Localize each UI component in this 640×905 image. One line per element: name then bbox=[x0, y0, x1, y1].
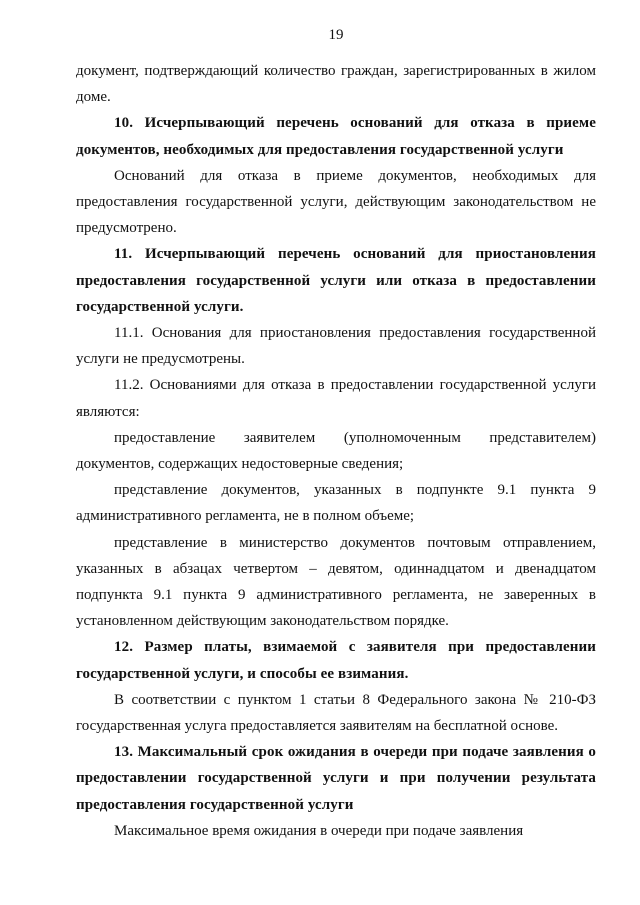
list-item: предоставление заявителем (уполномоченным представителем) документов, содержащих недостоверные сведения; bbox=[76, 429, 596, 473]
paragraph: 11.1. Основания для приостановления предоставления государственной услуги не предусмотрены. bbox=[76, 325, 596, 368]
section-heading-12: 12. Размер платы, взимаемой с заявителя при предоставлении государственной услуги, и способы ее взимания. bbox=[76, 639, 596, 682]
section-heading-11: 11. Исчерпывающий перечень оснований для приостановления предоставления государственной услуги или отказа в предоставлении государственной услуги. bbox=[76, 246, 596, 315]
section-heading-10: 10. Исчерпывающий перечень оснований для отказа в приеме документов, необходимых для предоставления государственной услуги bbox=[76, 115, 596, 158]
document-body bbox=[76, 58, 596, 844]
page-number: 19 bbox=[328, 27, 344, 43]
paragraph-continuation: документ, подтверждающий количество граждан, зарегистрированных в жилом доме. bbox=[76, 63, 596, 106]
paragraph: Оснований для отказа в приеме документов, необходимых для предоставления государственной услуги, действующим законодательством не предусмотрено. bbox=[76, 167, 596, 237]
paragraph: 11.2. Основаниями для отказа в предоставлении государственной услуги являются: bbox=[76, 377, 596, 420]
list-item: представление документов, указанных в подпункте 9.1 пункта 9 административного регламента, не в полном объеме; bbox=[76, 482, 596, 525]
list-item: представление в министерство документов почтовым отправлением, указанных в абзацах четвертом – девятом, одиннадцатом и двенадцатом подпункта 9.1 пункта 9 административного регламента, не заверенных в установленном действующим законодательством порядке. bbox=[76, 534, 596, 630]
paragraph: В соответствии с пунктом 1 статьи 8 Федерального закона № 210-ФЗ государственная услуга предоставляется заявителям на бесплатной основе. bbox=[76, 691, 596, 735]
section-heading-13: 13. Максимальный срок ожидания в очереди при подаче заявления о предоставлении государственной услуги и при получении результата предоставления государственной услуги bbox=[76, 744, 596, 813]
paragraph: Максимальное время ожидания в очереди при подаче заявления bbox=[114, 822, 524, 839]
